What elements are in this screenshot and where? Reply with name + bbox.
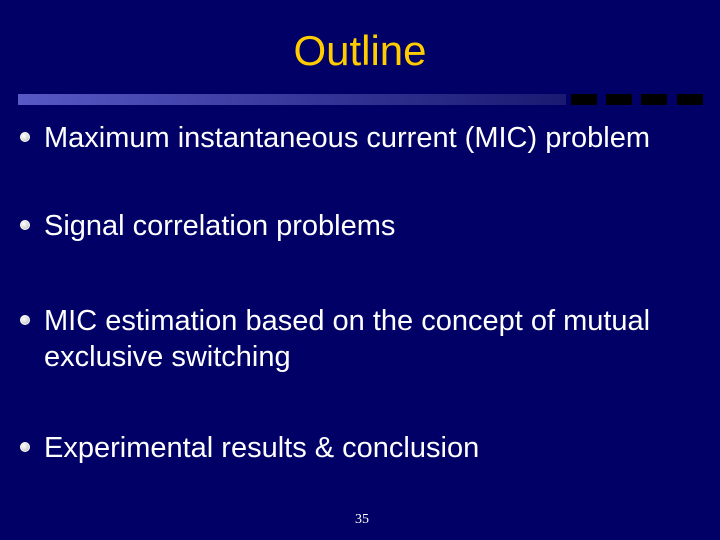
bullet-dot-icon	[20, 315, 30, 325]
bullet-dot-icon	[20, 220, 30, 230]
bullet-text: Experimental results & conclusion	[44, 432, 480, 464]
slide-title: Outline	[293, 27, 427, 74]
bullet-dot-icon	[20, 442, 30, 452]
bullet-dot-icon	[20, 132, 30, 142]
bullet-text: Maximum instantaneous current (MIC) problem	[44, 122, 650, 154]
bullet-text: Signal correlation problems	[44, 210, 396, 242]
bullet-text: MIC estimation based on the concept of mutual exclusive switching	[44, 305, 651, 373]
page-number: 35	[355, 512, 369, 527]
